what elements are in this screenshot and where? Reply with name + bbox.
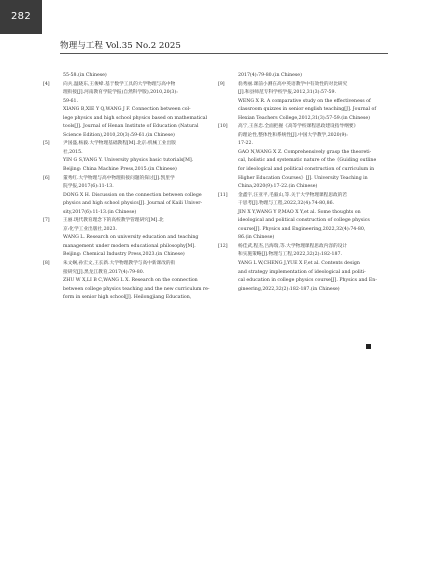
reference-number: [6] bbox=[43, 175, 50, 181]
reference-line: Higher Education Courses》[J]. University Teaching in bbox=[238, 175, 368, 181]
reference-line: 59-61. bbox=[63, 98, 79, 104]
reference-line: YANG L W,CHENG J,YUE X F,et al. Contents design bbox=[238, 261, 360, 267]
reference-line: [J].和县师范专科学校学报,2012,31(3):57-59. bbox=[238, 90, 336, 96]
reference-number: [12] bbox=[218, 243, 228, 249]
reference-line: 王丽.现代教育理念下的高校教学管理研究[M].北 bbox=[63, 218, 164, 224]
reference-line: tools[J]. Journal of Henan Institute of Education (Natural bbox=[63, 124, 199, 130]
reference-line: 董秀红.大学物理与高中物理衔接问题的探讨[J].凯里学 bbox=[63, 175, 175, 181]
reference-continuation-line: 2017(4):79-80.(in Chinese) bbox=[238, 73, 302, 78]
reference-line: lege physics and high school physics based on mathematical bbox=[63, 115, 207, 121]
reference-number: [7] bbox=[43, 218, 50, 224]
reference-entry bbox=[218, 243, 377, 294]
end-of-article-mark bbox=[366, 344, 371, 349]
reference-line: 翁秀丽.课前小测在高中英语教学中有效性的对比研究 bbox=[238, 81, 348, 87]
reference-entry bbox=[218, 81, 377, 124]
reference-line: YIN G S,YANG Y. University physics basic tutorials[M]. bbox=[63, 158, 194, 164]
reference-continuation-line: 55-58.(in Chinese) bbox=[63, 73, 107, 78]
running-head: 物理与工程 Vol.35 No.2 2025 bbox=[60, 41, 181, 51]
reference-line: 院学报,2017(6):11-13. bbox=[63, 184, 114, 190]
reference-line: 和实施策略[J].物理与工程,2022,32(2):182-187. bbox=[238, 252, 342, 258]
reference-line: between college physics teaching and the new curriculum re- bbox=[63, 286, 210, 292]
reference-line: GAO N,WANG X Z. Comprehensively grasp the theoreti- bbox=[238, 149, 372, 155]
reference-number: [8] bbox=[43, 261, 50, 267]
reference-line: China,2020(9):17-22.(in Chinese) bbox=[238, 184, 318, 190]
reference-line: 干思考[J].物理与工程,2022,32(4):74-80,86. bbox=[238, 201, 335, 207]
reference-entry bbox=[43, 217, 199, 260]
reference-line: 17-22. bbox=[238, 141, 254, 147]
reference-entry bbox=[218, 123, 377, 191]
reference-line: 金鑫宇,汪亚平,毛毅山,等.关于大学物理课程思政的若 bbox=[238, 192, 348, 198]
reference-line: classroom quizzes in senior english teaching[J]. Journal of bbox=[238, 107, 377, 113]
reference-entry bbox=[43, 260, 210, 303]
page-number: 282 bbox=[0, 0, 42, 34]
reference-line: 京:化学工业出版社,2023. bbox=[63, 226, 117, 232]
reference-line: 社,2015. bbox=[63, 149, 83, 155]
reference-line: physics and high school physics[J]. Journal of Kaili Univer- bbox=[63, 201, 203, 207]
reference-line: cal education in college physics course[J]. Physics and En- bbox=[238, 278, 377, 284]
reference-line: Science Edition),2010,20(3):59-61.(in Chinese) bbox=[63, 132, 175, 138]
reference-line: course[J]. Physics and Engineering,2022,32(4):74-80, bbox=[238, 226, 366, 232]
header-rule bbox=[60, 53, 388, 54]
reference-line: JIN X Y,WANG Y P,MAO X Y,et al. Some thoughts on bbox=[238, 209, 361, 215]
reference-line: 朱文娴,孙宏文,王长新.大学物理教学与高中新课改的衔 bbox=[63, 261, 176, 267]
reference-line: 理衔接[J].河南教育学院学报(自然科学版),2010,20(3): bbox=[63, 90, 178, 96]
reference-line: ZHU W X,LI B C,WANG L X. Research on the connection bbox=[63, 278, 198, 284]
reference-line: 的理论性,整体性和系统性[J].中国大学教学,2020(9): bbox=[238, 132, 348, 138]
reference-entry bbox=[43, 81, 207, 141]
reference-number: [10] bbox=[218, 124, 228, 130]
reference-number: [5] bbox=[43, 141, 50, 147]
reference-line: 86.(in Chinese) bbox=[238, 235, 275, 241]
reference-line: 高宁,王喜忠.全面把握《高等学校课程思政建设指导纲要》 bbox=[238, 124, 359, 130]
reference-line: 向兵,温晓东,王俊峰.基于数学工具的大学物理与高中物 bbox=[63, 81, 176, 87]
reference-line: form in senior high school[J]. Heilongjiang Education, bbox=[63, 295, 192, 301]
reference-line: for ideological and political construction of curriculum in bbox=[238, 167, 375, 173]
reference-line: gineering,2022,32(2):182-187.(in Chinese) bbox=[238, 286, 340, 292]
reference-line: Hexian Teachers College,2012,31(3):57-59.(in Chinese) bbox=[238, 115, 370, 121]
reference-line: ideological and political construction of college physics bbox=[238, 218, 370, 224]
reference-line: 接研究[J].黑龙江教育,2017(4):79-80. bbox=[63, 269, 145, 275]
reference-line: cal, holistic and systematic nature of the《Guiding outline bbox=[238, 158, 377, 164]
reference-entry bbox=[43, 175, 203, 218]
reference-line: DONG X H. Discussion on the connection between college bbox=[63, 192, 202, 198]
reference-line: WANG L. Research on university education and teaching bbox=[63, 235, 199, 241]
right-column bbox=[218, 72, 377, 294]
left-column bbox=[43, 72, 210, 303]
reference-number: [9] bbox=[218, 81, 225, 87]
reference-line: WENG X R. A comparative study on the effectiveness of bbox=[238, 98, 371, 104]
reference-number: [4] bbox=[43, 81, 50, 87]
reference-line: 杨佳武,程杰,吕海瑞,等.大学物理课程思政内容的设计 bbox=[238, 243, 348, 249]
reference-number: [11] bbox=[218, 192, 228, 198]
reference-entry bbox=[43, 140, 193, 174]
reference-line: management under modern educational philosophy[M]. bbox=[63, 243, 196, 249]
reference-line: XIANG B,XIE Y Q,WANG J F. Connection between col- bbox=[63, 107, 191, 113]
reference-entry bbox=[218, 192, 368, 243]
reference-line: Beijing: China Machine Press,2015.(in Chinese) bbox=[63, 167, 177, 173]
reference-line: sity,2017(6):11-13.(in Chinese) bbox=[63, 209, 137, 215]
reference-line: and strategy implementation of ideological and politi- bbox=[238, 269, 366, 275]
reference-line: Beijing: Chemical Industry Press,2023.(in Chinese) bbox=[63, 252, 185, 258]
reference-line: 尹国盛,杨毅.大学物理基础教程[M].北京:机械工业出版 bbox=[63, 141, 176, 147]
